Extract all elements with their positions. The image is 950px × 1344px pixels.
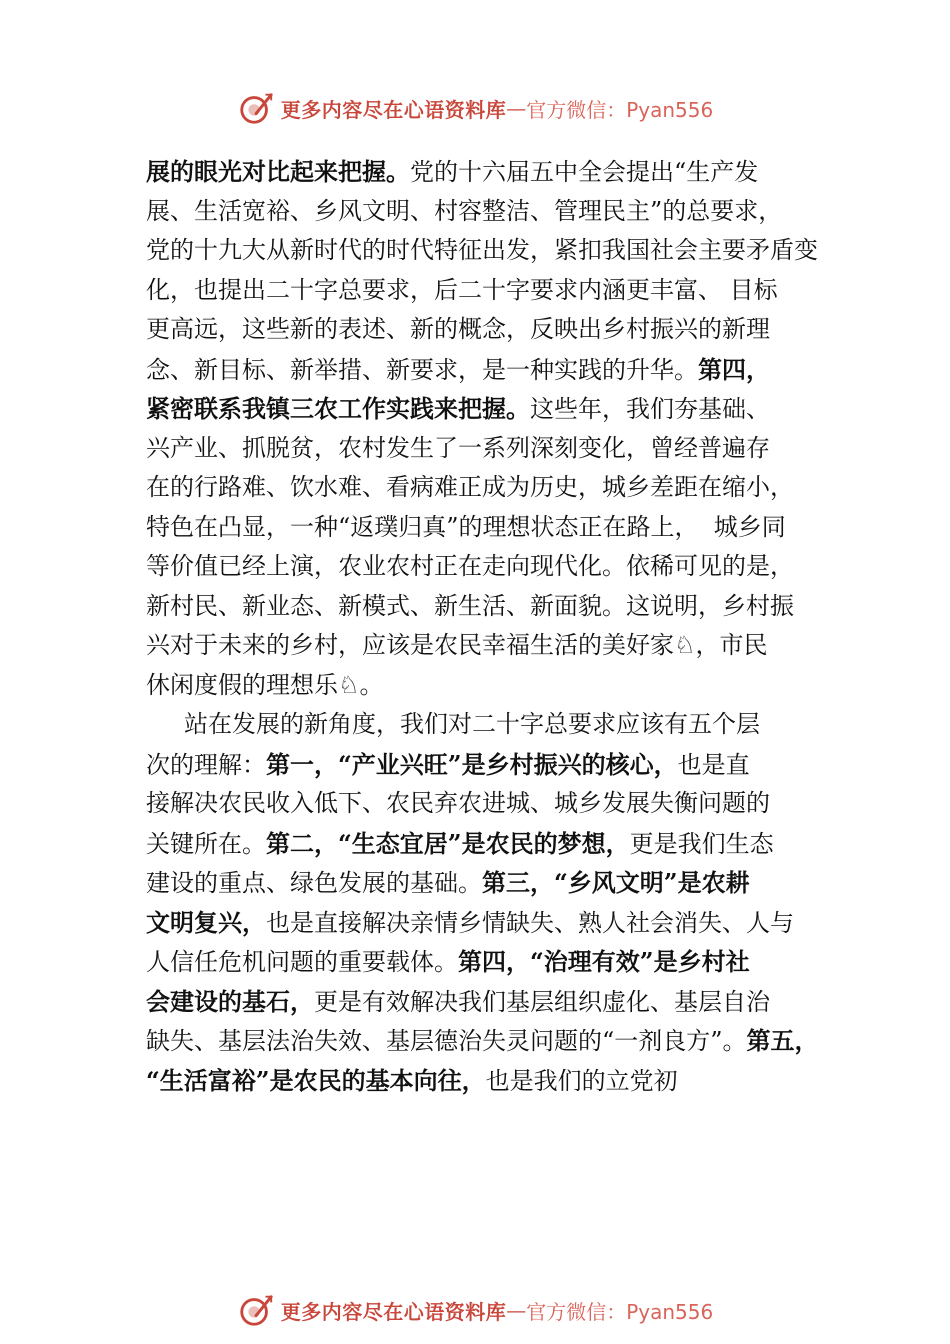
text-line (146, 982, 826, 1022)
text-span: 更是我们生态 (629, 829, 774, 858)
text-line: 展、生活宽裕、乡风文明、村容整洁、管理民主”的总要求， (146, 196, 783, 225)
text-line (146, 350, 826, 390)
text-line (146, 903, 826, 943)
text-line: 等价值已经上演，农业农村正在走向现代化。依稀可见的是， (146, 552, 794, 580)
bold-span: 第四，“治理有效”是乡村社 (458, 947, 750, 976)
text-line (146, 152, 826, 192)
bold-span: 紧密联系我镇三农工作实践来把握。 (146, 394, 530, 423)
text-line: 兴产业、抓脱贫，农村发生了一系列深刻变化，曾经普遍存 (146, 433, 770, 462)
text-span: 也是直 (677, 750, 750, 779)
text-span: 这些年，我们夯基础、 (530, 395, 770, 423)
bold-span: 第五， (746, 1026, 819, 1055)
brand-logo-icon (237, 89, 275, 127)
bold-span: 第四， (698, 354, 770, 384)
text-span: 也是我们的立党初 (485, 1066, 678, 1095)
header-separator: — (506, 96, 527, 120)
footer-banner (0, 1288, 950, 1332)
text-span: 建设的重点、绿色发展的基础。 (146, 869, 482, 897)
header-brand-text: 更多内容尽在心语资料库 (280, 97, 507, 122)
bold-span: 第三，“乡风文明”是农耕 (482, 868, 750, 897)
text-line (146, 824, 826, 864)
text-line (146, 389, 826, 429)
footer-brand-text: 更多内容尽在心语资料库 (280, 1299, 507, 1324)
text-line: 站在发展的新角度，我们对二十字总要求应该有五个层 (184, 710, 760, 738)
brand-logo-icon (237, 1291, 275, 1329)
header-wechat-text: 官方微信：Pyan556 (526, 97, 714, 122)
text-span: 也是直接解决亲情乡情缺失、熟人社会消失、人与 (266, 908, 794, 937)
text-line (146, 1061, 826, 1101)
text-line: 党的十九大从新时代的时代特征出发，紧扣我国社会主要矛盾变 (146, 236, 818, 264)
text-span: 次的理解： (146, 750, 266, 779)
text-span: 关键所在。 (146, 829, 266, 858)
text-line: 化，也提出二十字总要求，后二十字要求内涵更丰富、 目标 (146, 275, 778, 304)
footer-wechat-text: 官方微信：Pyan556 (526, 1299, 714, 1324)
bold-span: 展的眼光对比起来把握。 (146, 157, 410, 186)
text-line (146, 1021, 826, 1061)
text-line (146, 745, 826, 785)
bold-span: 文明复兴， (146, 907, 266, 937)
text-line: 在的行路难、饮水难、看病难正成为历史，城乡差距在缩小， (146, 473, 794, 501)
text-line: 新村民、新业态、新模式、新生活、新面貌。这说明，乡村振 (146, 591, 794, 620)
footer-separator: — (506, 1298, 527, 1322)
text-line: 休闲度假的理想乐♘。 (146, 670, 384, 699)
text-line (146, 863, 826, 903)
text-line: 特色在凸显，一种“返璞归真”的理想状态正在路上， 城乡同 (146, 512, 786, 541)
header-banner (0, 86, 950, 130)
bold-span: “生活富裕”是农民的基本向往， (146, 1065, 486, 1095)
text-span: 人信任危机问题的重要载体。 (146, 948, 458, 976)
text-span: 缺失、基层法治失效、基层德治失灵问题的“一剂良方”。 (146, 1027, 747, 1055)
text-line: 更高远，这些新的表述、新的概念，反映出乡村振兴的新理 (146, 315, 770, 343)
text-line: 兴对于未来的乡村，应该是农民幸福生活的美好家♘，市民 (146, 631, 768, 659)
bold-span: 会建设的基石， (146, 986, 314, 1016)
text-line (146, 942, 826, 982)
bold-span: 第一，“产业兴旺”是乡村振兴的核心， (266, 749, 678, 779)
document-body (146, 152, 826, 1100)
text-span: 念、新目标、新举措、新要求，是一种实践的升华。 (146, 355, 698, 384)
bold-span: 第二，“生态宜居”是农民的梦想， (266, 828, 630, 858)
text-span: 更是有效解决我们基层组织虚化、基层自治 (314, 987, 770, 1016)
text-span: 党的十六届五中全会提出“生产发 (410, 158, 759, 186)
text-line: 接解决农民收入低下、农民弃农进城、城乡发展失衡问题的 (146, 789, 770, 817)
